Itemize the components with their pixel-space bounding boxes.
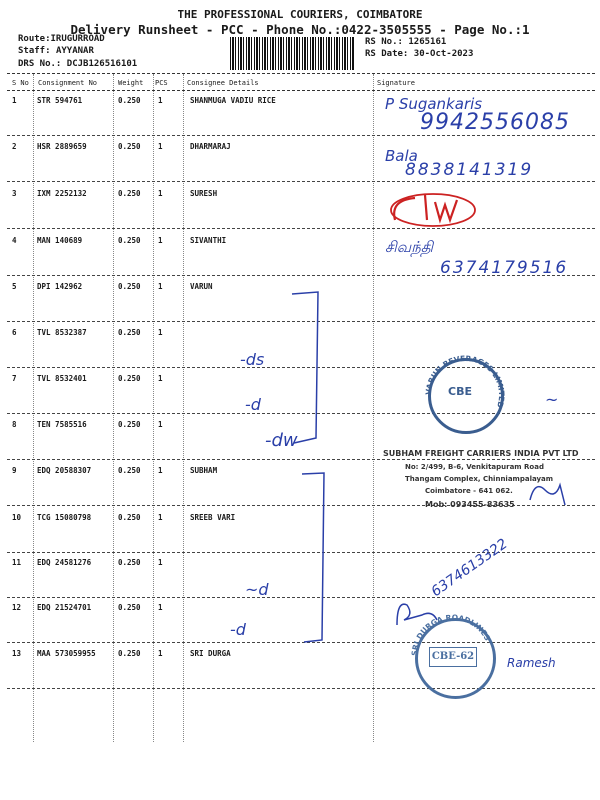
col-header-weight: Weight	[118, 79, 144, 87]
signature-row-1: P Sugankaris	[385, 95, 483, 113]
signature-row-2-phone: 8838141319	[405, 160, 534, 180]
row-separator	[7, 459, 595, 460]
bracket-mark-rows-9-12	[300, 470, 330, 650]
col-header-signature: Signature	[377, 79, 415, 87]
row-weight: 0.250	[118, 558, 141, 567]
row-weight: 0.250	[118, 282, 141, 291]
row-separator	[7, 181, 595, 182]
durga-stamp-center: CBE-62	[429, 647, 477, 667]
row-sno: 8	[12, 420, 17, 429]
signature-row-7: ~	[545, 390, 559, 409]
drs-label: DRS No.:	[18, 59, 62, 69]
row-consignment-no: EDQ 20588307	[37, 466, 92, 475]
row-consignment-no: EDQ 24581276	[37, 558, 92, 567]
row-consignee: DHARMARAJ	[190, 142, 231, 151]
row-pcs: 1	[158, 558, 163, 567]
barcode	[230, 37, 355, 70]
drs-value: DCJB126516101	[66, 59, 138, 69]
svg-text:SRI DURGA ROADLINES: SRI DURGA ROADLINES	[409, 612, 493, 657]
row-sno: 3	[12, 189, 17, 198]
subham-stamp-company: SUBHAM FREIGHT CARRIERS INDIA PVT LTD	[383, 449, 579, 458]
subham-stamp-address-3: Coimbatore - 641 062.	[425, 487, 513, 495]
row-sno: 13	[12, 649, 22, 658]
rs-no-label: RS No.:	[365, 37, 403, 47]
row-sno: 2	[12, 142, 17, 151]
row-consignment-no: TEN 7585516	[37, 420, 87, 429]
signature-row-4-phone: 6374179516	[440, 258, 569, 278]
row-pcs: 1	[158, 649, 163, 658]
row-consignment-no: HSR 2889659	[37, 142, 87, 151]
row-pcs: 1	[158, 189, 163, 198]
row-separator	[7, 688, 595, 689]
row-sno: 10	[12, 513, 22, 522]
row-sno: 7	[12, 374, 17, 383]
row-consignment-no: TCG 15080798	[37, 513, 92, 522]
rs-no-value: 1265161	[408, 37, 447, 47]
row-consignment-no: MAN 140689	[37, 236, 83, 245]
row-weight: 0.250	[118, 374, 141, 383]
row-pcs: 1	[158, 513, 163, 522]
row-pcs: 1	[158, 96, 163, 105]
rs-no-field	[365, 37, 446, 47]
row-weight: 0.250	[118, 649, 141, 658]
rs-date-label: RS Date:	[365, 49, 409, 59]
row-consignment-no: TVL 8532401	[37, 374, 87, 383]
row-weight: 0.250	[118, 189, 141, 198]
row-sno: 12	[12, 603, 22, 612]
table-header-rule	[7, 90, 595, 91]
row-sno: 5	[12, 282, 17, 291]
row-sno: 4	[12, 236, 17, 245]
mark-row-6: -ds	[240, 350, 265, 369]
document-subtitle: Delivery Runsheet - PCC - Phone No.:0422-3505555 - Page No.:1	[70, 22, 530, 37]
mark-row-8: -dw	[265, 430, 298, 451]
col-header-sno: S No	[12, 79, 29, 87]
drs-field	[18, 59, 137, 69]
row-consignee: SIVANTHI	[190, 236, 227, 245]
rs-date-field	[365, 49, 473, 59]
col-header-consignee: Consignee Details	[187, 79, 259, 87]
signature-row-4: சிவந்தி	[385, 238, 434, 256]
row-pcs: 1	[158, 374, 163, 383]
route-label: Route:	[18, 34, 51, 44]
row-consignee: SUBHAM	[190, 466, 218, 475]
row-pcs: 1	[158, 466, 163, 475]
row-pcs: 1	[158, 236, 163, 245]
row-consignee: SURESH	[190, 189, 218, 198]
row-consignment-no: MAA 573059955	[37, 649, 96, 658]
row-sno: 1	[12, 96, 17, 105]
row-consignee: SREEB VARI	[190, 513, 236, 522]
row-consignee: VARUN	[190, 282, 213, 291]
signature-row-3-scribble	[385, 190, 505, 240]
subham-stamp-mobile: Mob: 093455-83635	[425, 500, 515, 509]
row-consignment-no: TVL 8532387	[37, 328, 87, 337]
row-pcs: 1	[158, 420, 163, 429]
row-pcs: 1	[158, 603, 163, 612]
row-consignment-no: EDQ 21524701	[37, 603, 92, 612]
mark-row-12: -d	[230, 620, 246, 639]
document-title: THE PROFESSIONAL COURIERS, COIMBATORE	[177, 8, 423, 21]
row-consignee: SHANMUGA VADIU RICE	[190, 96, 276, 105]
svg-text:VARUN BEVERAGES LIMITED: VARUN BEVERAGES LIMITED	[423, 353, 507, 409]
row-weight: 0.250	[118, 96, 141, 105]
row-sno: 9	[12, 466, 17, 475]
row-weight: 0.250	[118, 466, 141, 475]
mark-row-7: -d	[245, 395, 261, 414]
row-weight: 0.250	[118, 420, 141, 429]
row-weight: 0.250	[118, 236, 141, 245]
row-consignment-no: DPI 142962	[37, 282, 83, 291]
col-header-pcs: PCS	[155, 79, 168, 87]
row-sno: 11	[12, 558, 22, 567]
staff-value: AYYANAR	[55, 46, 94, 56]
route-field	[18, 34, 105, 44]
row-weight: 0.250	[118, 603, 141, 612]
subham-stamp-address-2: Thangam Complex, Chinniampalayam	[405, 475, 554, 483]
col-header-consignment: Consignment No	[38, 79, 98, 87]
signature-row-12-phone: 6374613322	[428, 535, 511, 601]
route-value: IRUGURROAD	[50, 34, 105, 44]
row-separator	[7, 135, 595, 136]
row-weight: 0.250	[118, 142, 141, 151]
bracket-mark-rows-5-8	[290, 288, 320, 448]
signature-row-13: Ramesh	[507, 656, 556, 670]
row-weight: 0.250	[118, 513, 141, 522]
row-consignment-no: STR 594761	[37, 96, 83, 105]
signature-row-2: Bala	[385, 147, 418, 165]
row-weight: 0.250	[118, 328, 141, 337]
rs-date-value: 30-Oct-2023	[413, 49, 474, 59]
row-sno: 6	[12, 328, 17, 337]
staff-label: Staff:	[18, 46, 51, 56]
mark-row-11: ~d	[245, 580, 269, 599]
row-pcs: 1	[158, 282, 163, 291]
staff-field	[18, 46, 94, 56]
signature-row-9-scribble	[525, 475, 570, 510]
row-separator	[7, 228, 595, 229]
subham-stamp-address-1: No: 2/499, B-6, Venkitapuram Road	[405, 463, 544, 471]
signature-row-1-phone: 9942556085	[420, 110, 570, 135]
row-consignment-no: IXM 2252132	[37, 189, 87, 198]
row-pcs: 1	[158, 328, 163, 337]
row-consignee: SRI DURGA	[190, 649, 231, 658]
row-pcs: 1	[158, 142, 163, 151]
varun-stamp-center: CBE	[448, 385, 472, 398]
table-top-rule	[7, 73, 595, 74]
